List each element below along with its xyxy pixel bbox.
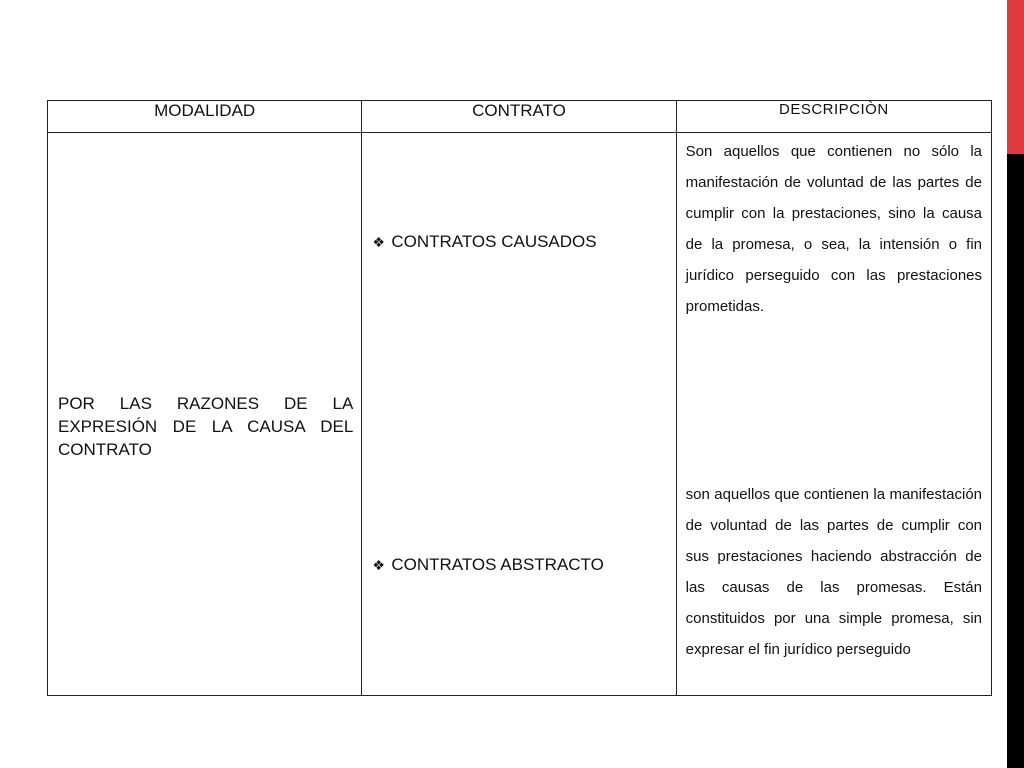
contract-item-causados [372,231,596,253]
header-descripcion: DESCRIPCIÒN [676,101,991,133]
header-modalidad: MODALIDAD [48,101,362,133]
description-abstracto: son aquellos que contienen la manifestación de voluntad de las partes de cumplir con sus prestaciones haciendo abstracción de las causas de las promesas. Están constituidos por una simple promesa, sin expresar el fin jurídico perseguido [685,486,982,658]
contracts-table [47,100,992,696]
contract-label: CONTRATOS ABSTRACTO [391,555,604,574]
accent-bar-red [1007,0,1024,154]
header-contrato: CONTRATO [362,101,676,133]
modalidad-cell [48,133,362,696]
diamond-bullet-icon: ❖ [372,234,385,250]
descripcion-cell [676,133,991,696]
contract-label: CONTRATOS CAUSADOS [391,232,597,251]
diamond-bullet-icon: ❖ [372,557,385,573]
contrato-cell [362,133,676,696]
modalidad-text: POR LAS RAZONES DE LA EXPRESIÓN DE LA CAUSA DEL CONTRATO [58,394,354,459]
accent-bar-black [1007,154,1024,768]
description-causados: Son aquellos que contienen no sólo la manifestación de voluntad de las partes de cumplir con la prestaciones, sino la causa de la promesa, o sea, la intensión o fin jurídico perseguido con las prestaciones prometidas. [685,143,982,315]
table-row [48,133,992,696]
contract-item-abstracto [372,554,604,576]
header-row [48,101,992,133]
